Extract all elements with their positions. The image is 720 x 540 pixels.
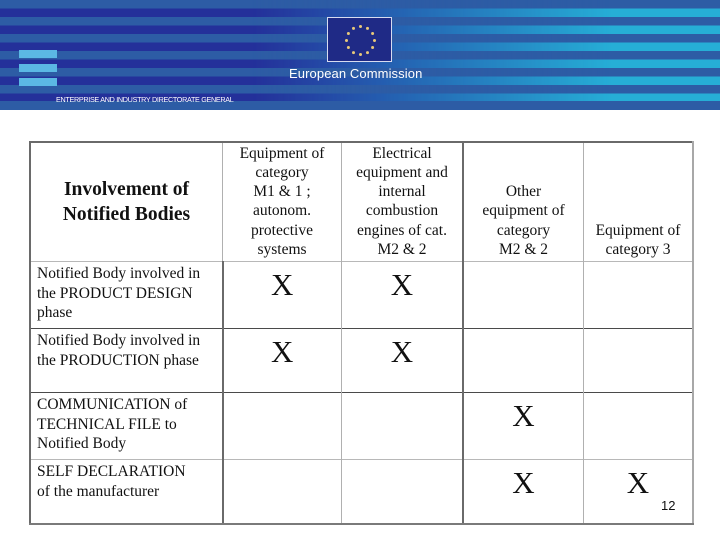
- logo-bar: [19, 50, 57, 58]
- column-header: [223, 142, 342, 262]
- column-header-line: systems: [257, 240, 307, 258]
- mark-cell: [584, 329, 694, 393]
- column-header-line: Other: [505, 183, 542, 201]
- page-number: 12: [661, 498, 676, 513]
- mark-cell: [463, 329, 584, 393]
- table-title-line: Involvement of: [63, 179, 190, 200]
- row-label-line: SELF DECLARATION: [37, 463, 186, 480]
- row-label: [30, 329, 223, 393]
- column-header-line: equipment of: [482, 202, 565, 220]
- row-label-line: Notified Body involved in: [37, 332, 201, 349]
- mark-cell: X: [342, 262, 464, 329]
- column-header-line: category 3: [605, 240, 671, 258]
- column-header-line: equipment and: [356, 163, 448, 181]
- column-header-line: combustion: [365, 202, 439, 220]
- row-label: [30, 262, 223, 329]
- table-header-row: [30, 142, 693, 262]
- mark-cell: X: [223, 262, 342, 329]
- mark-cell: [223, 460, 342, 525]
- column-header-line: M1 & 1 ;: [253, 183, 311, 201]
- mark-cell: X: [584, 460, 694, 525]
- table-title-cell: [30, 142, 223, 262]
- notified-bodies-table: [29, 141, 694, 525]
- table-title-line: Notified Bodies: [62, 204, 191, 225]
- column-header-line: internal: [378, 183, 426, 201]
- mark-cell: X: [463, 460, 584, 525]
- column-header: [463, 142, 584, 262]
- organization-name: European Commission: [289, 66, 423, 81]
- logo-bar: [19, 64, 57, 72]
- logo-bar: [19, 78, 57, 86]
- row-label-line: Notified Body involved in: [37, 265, 201, 282]
- row-label-line: the PRODUCTION phase: [37, 351, 199, 369]
- column-header: [342, 142, 464, 262]
- eu-flag-icon: [327, 17, 392, 62]
- row-label-line: phase: [37, 304, 73, 321]
- mark-cell: [342, 460, 464, 525]
- mark-cell: [463, 262, 584, 329]
- column-header-line: engines of cat.: [357, 221, 447, 239]
- column-header-line: M2 & 2: [498, 240, 549, 258]
- column-header-line: M2 & 2: [377, 240, 427, 258]
- table-row: [30, 262, 693, 329]
- directorate-name: ENTERPRISE AND INDUSTRY DIRECTORATE GENERAL: [56, 95, 234, 104]
- row-label: [30, 460, 223, 525]
- column-header-line: Equipment of: [595, 221, 681, 239]
- mark-cell: X: [223, 329, 342, 393]
- mark-cell: [584, 393, 694, 460]
- column-header-line: protective: [251, 221, 313, 239]
- table-row: [30, 329, 693, 393]
- row-label-line: of the manufacturer: [37, 482, 160, 500]
- header-banner: [0, 0, 720, 110]
- row-label-line: TECHNICAL FILE to: [37, 415, 177, 433]
- column-header: [584, 142, 694, 262]
- mark-cell: [584, 262, 694, 329]
- row-label-line: COMMUNICATION of: [37, 396, 188, 413]
- mark-cell: [223, 393, 342, 460]
- row-label-line: Notified Body: [37, 435, 127, 452]
- column-header-line: Electrical: [372, 144, 432, 162]
- column-header-line: category: [496, 221, 551, 239]
- mark-cell: X: [342, 329, 464, 393]
- row-label-line: the PRODUCT DESIGN: [37, 284, 193, 302]
- column-header-line: Equipment of: [239, 144, 325, 162]
- row-label: [30, 393, 223, 460]
- table-row: [30, 460, 693, 525]
- column-header-line: autonom.: [252, 202, 312, 220]
- table-row: [30, 393, 693, 460]
- mark-cell: [342, 393, 464, 460]
- mark-cell: X: [463, 393, 584, 460]
- column-header-line: category: [255, 163, 309, 181]
